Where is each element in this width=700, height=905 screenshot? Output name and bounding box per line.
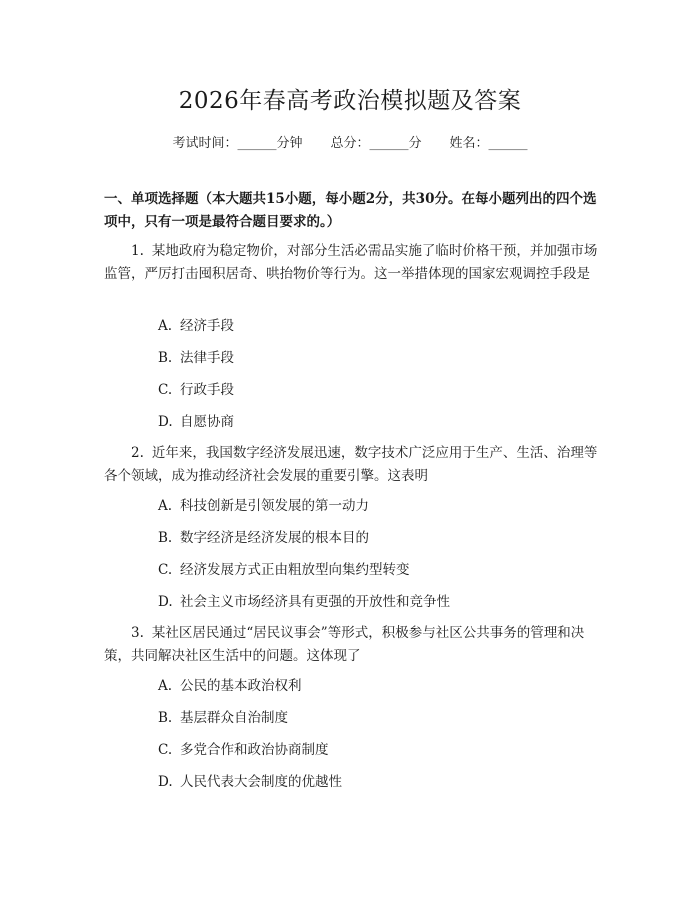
- question-text: 近年来，我国数字经济发展迅速，数字技术广泛应用于生产、生活、治理等各个领域，成为推动经济社会发展的重要引擎。这表明: [104, 445, 598, 484]
- option-text: 人民代表大会制度的优越性: [180, 774, 342, 790]
- option-letter: D.: [158, 414, 173, 430]
- question-2-option-d: [158, 592, 450, 612]
- option-text: 自愿协商: [180, 414, 234, 430]
- option-text: 经济手段: [180, 318, 234, 334]
- option-text: 基层群众自治制度: [180, 710, 288, 726]
- question-2-option-b: [158, 528, 369, 548]
- question-1-option-a: [158, 316, 234, 336]
- option-text: 公民的基本政治权利: [180, 678, 302, 694]
- question-2-option-a: [158, 496, 369, 516]
- option-text: 法律手段: [180, 350, 234, 366]
- option-text: 社会主义市场经济具有更强的开放性和竞争性: [180, 594, 450, 610]
- option-letter: B.: [158, 350, 173, 366]
- question-1-option-c: [158, 380, 234, 400]
- total-score-label: 总分：______分: [330, 136, 422, 151]
- question-1: [104, 240, 604, 286]
- option-text: 行政手段: [180, 382, 234, 398]
- question-text: 某地政府为稳定物价，对部分生活必需品实施了临时价格干预，并加强市场监管，严厉打击囤积居奇、哄抬物价等行为。这一举措体现的国家宏观调控手段是: [104, 243, 598, 282]
- option-text: 多党合作和政治协商制度: [180, 742, 329, 758]
- question-number: 3.: [131, 625, 144, 641]
- option-text: 数字经济是经济发展的根本目的: [180, 530, 369, 546]
- exam-time-label: 考试时间：______分钟: [172, 136, 303, 151]
- student-name-label: 姓名：______: [449, 136, 528, 151]
- option-letter: C.: [158, 382, 173, 398]
- option-letter: A.: [158, 678, 173, 694]
- question-3-option-c: [158, 740, 329, 760]
- option-letter: C.: [158, 742, 173, 758]
- question-3: [104, 622, 604, 668]
- question-3-option-d: [158, 772, 342, 792]
- question-2: [104, 442, 604, 488]
- option-letter: C.: [158, 562, 173, 578]
- question-text: 某社区居民通过“居民议事会”等形式，积极参与社区公共事务的管理和决策，共同解决社区生活中的问题。这体现了: [104, 625, 585, 664]
- option-letter: D.: [158, 594, 173, 610]
- option-letter: A.: [158, 498, 173, 514]
- question-3-option-b: [158, 708, 288, 728]
- question-3-option-a: [158, 676, 302, 696]
- option-letter: B.: [158, 530, 173, 546]
- question-2-option-c: [158, 560, 410, 580]
- option-letter: D.: [158, 774, 173, 790]
- question-1-option-b: [158, 348, 234, 368]
- question-number: 1.: [131, 243, 144, 259]
- option-letter: B.: [158, 710, 173, 726]
- question-1-option-d: [158, 412, 234, 432]
- option-text: 经济发展方式正由粗放型向集约型转变: [180, 562, 410, 578]
- question-number: 2.: [131, 445, 144, 461]
- section-heading: 一、单项选择题（本大题共15小题，每小题2分，共30分。在每小题列出的四个选项中，只有一项是最符合题目要求的。）: [104, 191, 597, 230]
- option-text: 科技创新是引领发展的第一动力: [180, 498, 369, 514]
- option-letter: A.: [158, 318, 173, 334]
- page-title: 2026年春高考政治模拟题及答案: [178, 88, 522, 114]
- exam-info-line: [0, 132, 700, 151]
